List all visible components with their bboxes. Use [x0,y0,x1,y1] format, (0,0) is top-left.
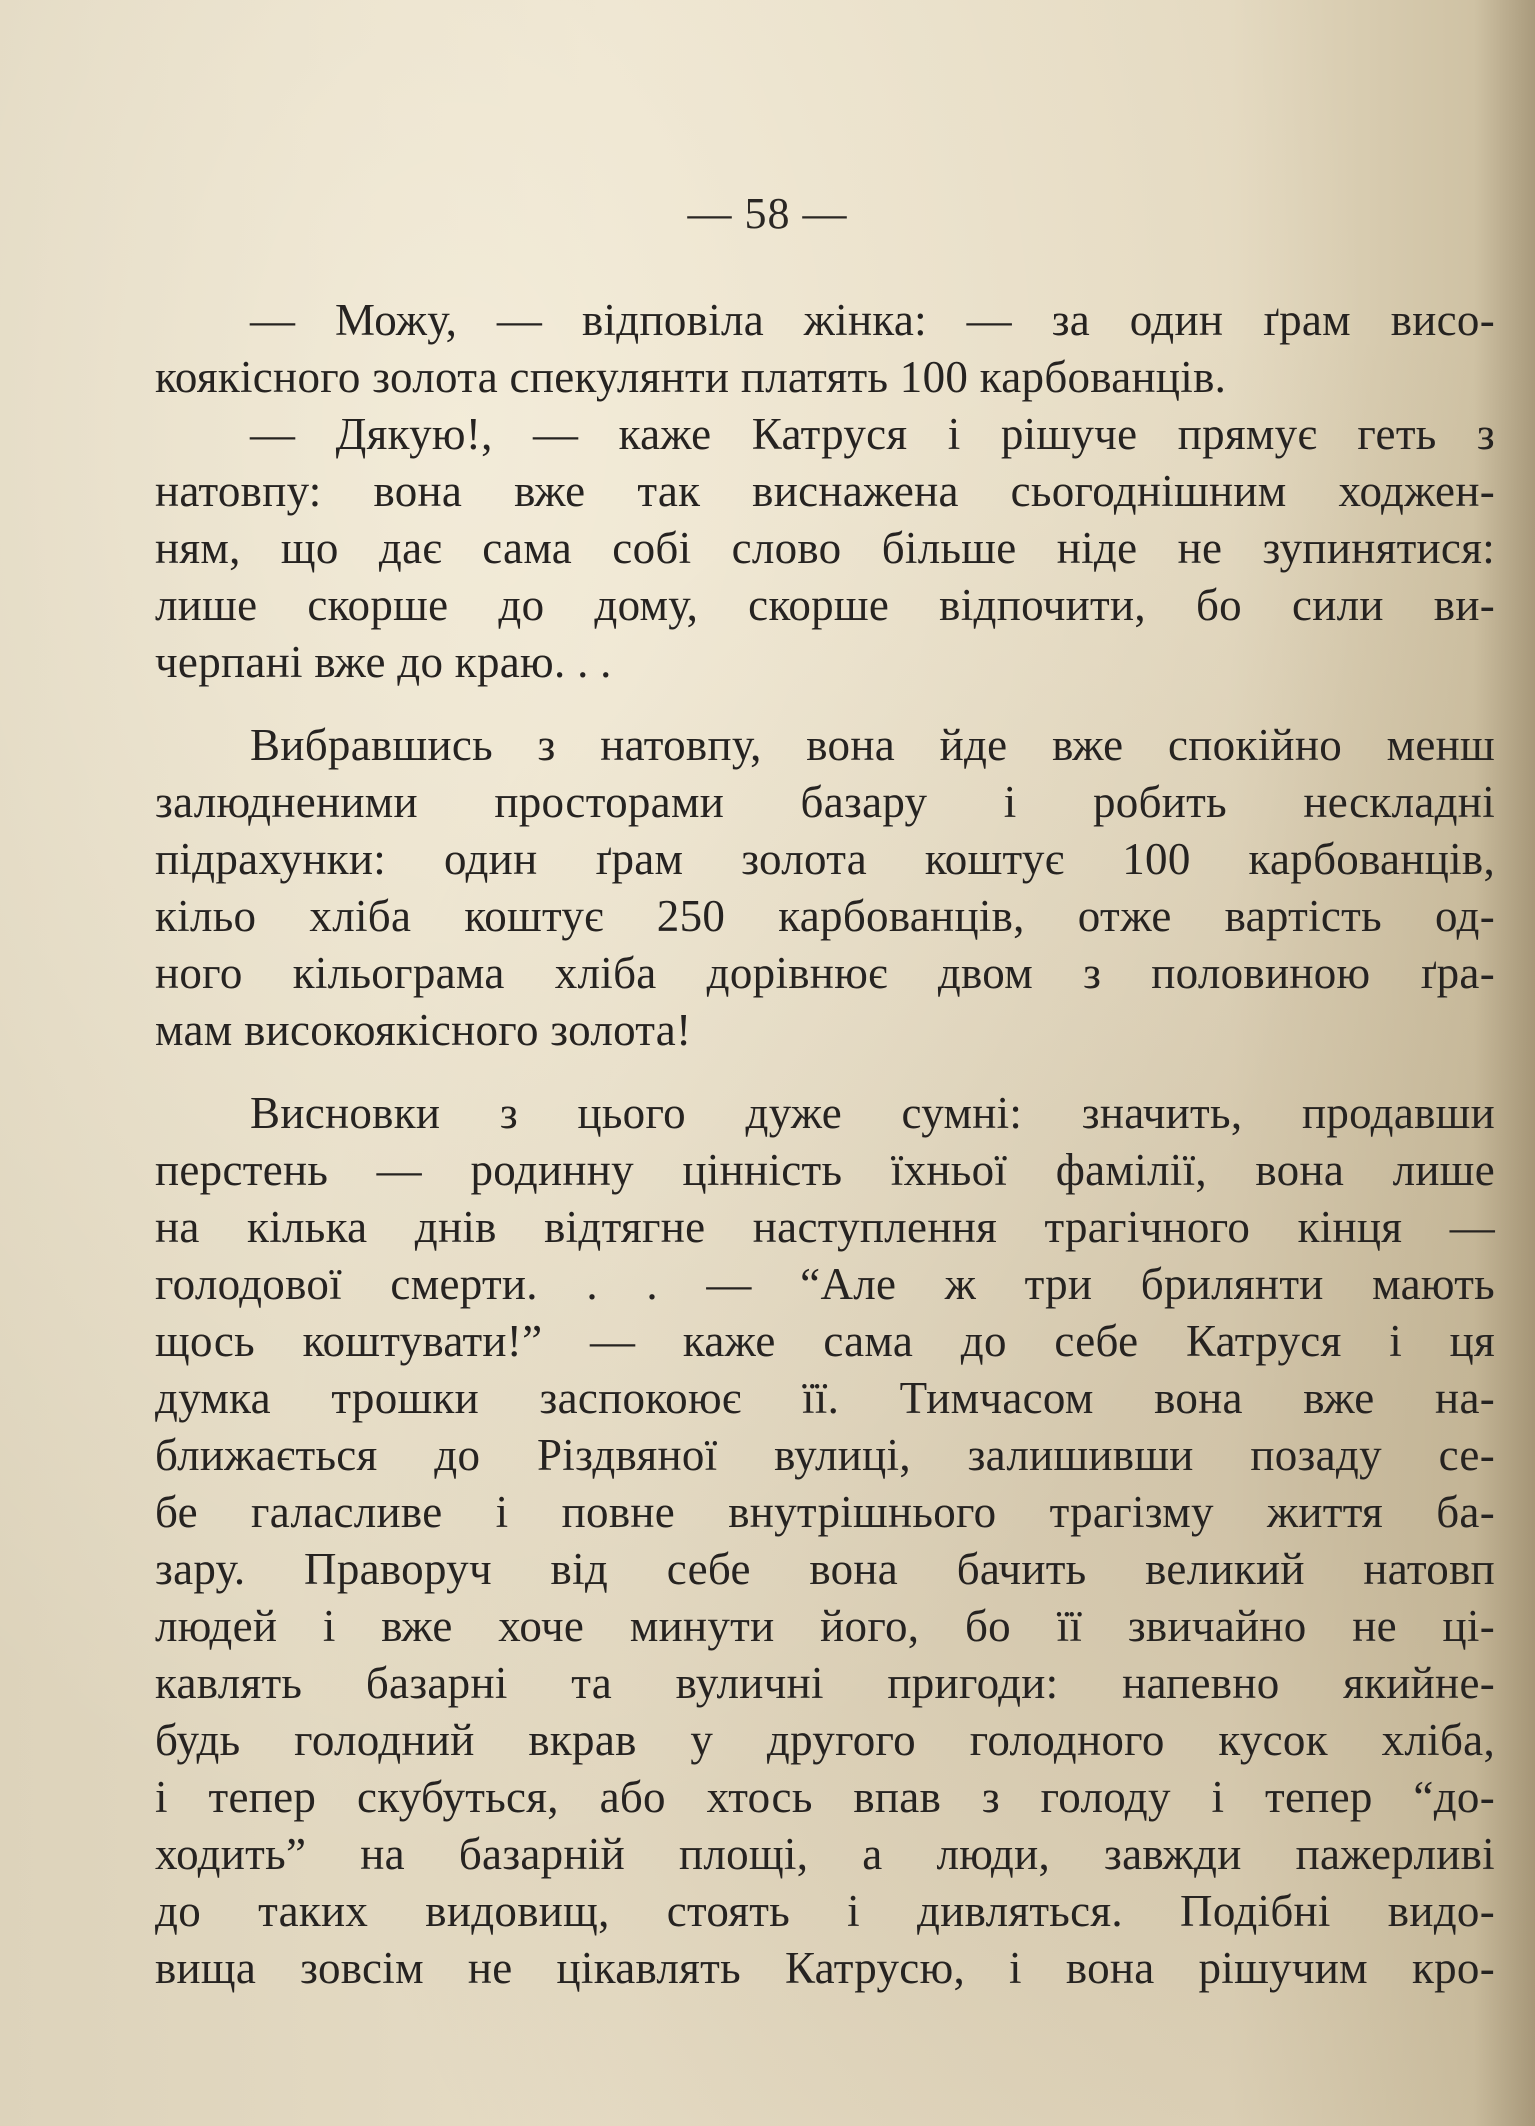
page-number: — 58 — [687,189,848,238]
text-line: людей і вже хоче минути його, бо її звичайно не ці- [155,1601,1495,1651]
text-line: ням, що дає сама собі слово більше ніде не зупинятися: [155,523,1495,573]
text-line: кавлять базарні та вуличні пригоди: напевно якийне- [155,1658,1495,1708]
text-line: голодової смерти. . . — “Але ж три брилянти мають [155,1259,1495,1309]
text-line: Висновки з цього дуже сумні: значить, продавши [250,1088,1495,1138]
text-line: на кілька днів відтягне наступлення трагічного кінця — [155,1202,1495,1252]
text-line: щось коштувати!” — каже сама до себе Катруся і ця [155,1316,1495,1366]
text-line: залюдненими просторами базару і робить нескладні [155,777,1495,827]
text-line: коякісного золота спекулянти платять 100 карбованців. [155,352,1227,402]
text-line: і тепер скубуться, або хтось впав з голоду і тепер “до- [155,1772,1495,1822]
text-line: натовпу: вона вже так виснажена сьогоднішним ходжен- [155,466,1495,516]
text-line: ного кільограма хліба дорівнює двом з половиною ґра- [155,948,1495,998]
text-line: лише скорше до дому, скорше відпочити, бо сили ви- [155,580,1495,630]
text-line: кільо хліба коштує 250 карбованців, отже вартість од- [155,891,1495,941]
text-line: думка трошки заспокоює її. Тимчасом вона вже на- [155,1373,1495,1423]
body-text [155,292,1495,1997]
text-line: — Дякую!, — каже Катруся і рішуче прямує геть з [250,409,1495,459]
text-line: Вибравшись з натовпу, вона йде вже спокійно менш [250,720,1495,770]
text-line: перстень — родинну цінність їхньої фамілії, вона лише [155,1145,1495,1195]
text-line: бе галасливе і повне внутрішнього трагізму життя ба- [155,1487,1495,1537]
text-line: ближається до Різдвяної вулиці, залишивши позаду се- [155,1430,1495,1480]
text-line: до таких видовищ, стоять і дивляться. Подібні видо- [155,1886,1495,1936]
text-line: мам високоякісного золота! [155,1005,692,1055]
text-line: вища зовсім не цікавлять Катрусю, і вона рішучим кро- [155,1943,1495,1993]
text-line: зару. Праворуч від себе вона бачить великий натовп [155,1544,1495,1594]
text-line: ходить” на базарній площі, а люди, завжди пажерливі [155,1829,1495,1879]
text-line: черпані вже до краю. . . [155,637,612,687]
text-line: будь голодний вкрав у другого голодного кусок хліба, [155,1715,1495,1765]
text-line: — Можу, — відповіла жінка: — за один ґрам висо- [250,295,1495,345]
text-line: підрахунки: один ґрам золота коштує 100 карбованців, [155,834,1495,884]
